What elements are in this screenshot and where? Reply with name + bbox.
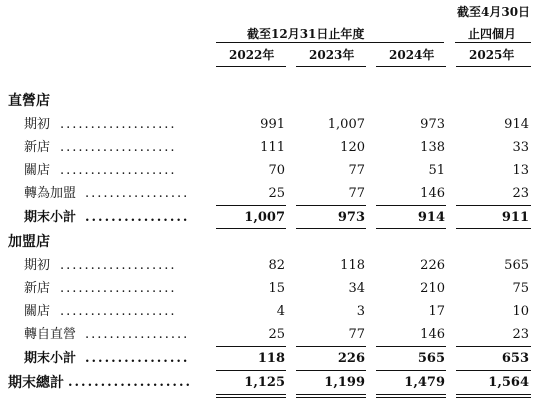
cell-2025: 23 bbox=[512, 327, 529, 342]
cell-2022: 118 bbox=[257, 351, 285, 366]
cell-2025: 75 bbox=[512, 281, 529, 296]
year-header-2025: 2025年 bbox=[469, 48, 515, 62]
row-label: 轉自直營 bbox=[24, 327, 77, 342]
leader-dots: ................... bbox=[60, 281, 177, 296]
cell-2024: 973 bbox=[420, 117, 445, 132]
cell-2024: 1,479 bbox=[404, 375, 445, 390]
cell-2023: 34 bbox=[348, 281, 365, 296]
cell-2023: 77 bbox=[348, 327, 365, 342]
leader-dots: ................ bbox=[85, 210, 190, 225]
year-group-header: 截至12月31日止年度 bbox=[247, 27, 365, 41]
leader-dots: ................. bbox=[85, 327, 190, 342]
subtotal-rule-2022 bbox=[216, 205, 286, 206]
total-rule-2022 bbox=[216, 370, 286, 371]
section-title-franchise: 加盟店 bbox=[8, 234, 50, 250]
header-rule-top-years bbox=[216, 42, 444, 43]
cell-2022: 15 bbox=[268, 281, 285, 296]
cell-2024: 565 bbox=[417, 351, 445, 366]
total-double-rule-2022-b bbox=[216, 397, 286, 398]
cell-2022: 1,007 bbox=[244, 210, 285, 225]
cell-2023: 226 bbox=[337, 351, 365, 366]
leader-dots: ................... bbox=[68, 375, 192, 390]
row-label: 期初 bbox=[24, 258, 51, 273]
cell-2024: 17 bbox=[428, 304, 445, 319]
total-double-rule-2023-b bbox=[296, 397, 366, 398]
year-header-2024: 2024年 bbox=[389, 48, 435, 62]
cell-2025: 33 bbox=[512, 140, 529, 155]
cell-2024: 210 bbox=[420, 281, 445, 296]
year-header-2022: 2022年 bbox=[229, 48, 275, 62]
row-label: 關店 bbox=[24, 163, 51, 178]
period-header-line2: 止四個月 bbox=[468, 27, 517, 41]
total-double-rule-2024-a bbox=[376, 394, 446, 395]
header-rule-2023 bbox=[296, 66, 366, 67]
header-rule-2022 bbox=[216, 66, 286, 67]
cell-2022: 82 bbox=[268, 258, 285, 273]
row-label: 新店 bbox=[24, 281, 51, 296]
cell-2024: 51 bbox=[428, 163, 445, 178]
cell-2023: 120 bbox=[340, 140, 365, 155]
row-label: 期初 bbox=[24, 117, 51, 132]
section-end-rule-2024 bbox=[376, 228, 446, 229]
total-rule-2025 bbox=[456, 370, 531, 371]
total-double-rule-2024-b bbox=[376, 397, 446, 398]
header-rule-2024 bbox=[376, 66, 446, 67]
cell-2024: 914 bbox=[417, 210, 445, 225]
cell-2024: 146 bbox=[420, 186, 445, 201]
cell-2024: 138 bbox=[420, 140, 445, 155]
cell-2022: 4 bbox=[276, 304, 285, 319]
leader-dots: ................... bbox=[60, 304, 177, 319]
leader-dots: ................... bbox=[60, 117, 177, 132]
period-header-line1: 截至4月30日 bbox=[457, 5, 531, 19]
header-rule-2025 bbox=[456, 66, 531, 67]
cell-2024: 146 bbox=[420, 327, 445, 342]
subtotal-rule-2024 bbox=[376, 346, 446, 347]
subtotal-rule-2023 bbox=[296, 205, 366, 206]
subtotal-rule-2024 bbox=[376, 205, 446, 206]
subtotal-rule-2023 bbox=[296, 346, 366, 347]
cell-2023: 973 bbox=[337, 210, 365, 225]
total-rule-2024 bbox=[376, 370, 446, 371]
subtotal-rule-2022 bbox=[216, 346, 286, 347]
section-title-direct: 直營店 bbox=[8, 93, 50, 109]
cell-2025: 1,564 bbox=[488, 375, 529, 390]
header-rule-top-period bbox=[455, 42, 531, 43]
leader-dots: ................. bbox=[85, 186, 190, 201]
cell-2022: 991 bbox=[260, 117, 285, 132]
cell-2023: 77 bbox=[348, 186, 365, 201]
cell-2025: 653 bbox=[501, 351, 529, 366]
subtotal-rule-2025 bbox=[456, 346, 531, 347]
total-double-rule-2025-b bbox=[456, 397, 531, 398]
cell-2022: 25 bbox=[268, 327, 285, 342]
cell-2022: 25 bbox=[268, 186, 285, 201]
cell-2022: 111 bbox=[260, 140, 285, 155]
cell-2025: 23 bbox=[512, 186, 529, 201]
total-double-rule-2025-a bbox=[456, 394, 531, 395]
cell-2022: 1,125 bbox=[244, 375, 285, 390]
cell-2025: 10 bbox=[512, 304, 529, 319]
row-label: 新店 bbox=[24, 140, 51, 155]
cell-2023: 1,007 bbox=[327, 117, 365, 132]
leader-dots: ................... bbox=[60, 163, 177, 178]
leader-dots: ................ bbox=[85, 351, 190, 366]
subtotal-label: 期末小計 bbox=[24, 210, 77, 225]
section-end-rule-2022 bbox=[216, 228, 286, 229]
row-label: 轉為加盟 bbox=[24, 186, 77, 201]
total-label: 期末總計 bbox=[8, 375, 64, 391]
section-end-rule-2025 bbox=[456, 228, 531, 229]
year-header-2023: 2023年 bbox=[309, 48, 355, 62]
cell-2025: 565 bbox=[504, 258, 529, 273]
cell-2025: 914 bbox=[504, 117, 529, 132]
cell-2025: 13 bbox=[512, 163, 529, 178]
section-end-rule-2023 bbox=[296, 228, 366, 229]
row-label: 關店 bbox=[24, 304, 51, 319]
total-double-rule-2022-a bbox=[216, 394, 286, 395]
total-double-rule-2023-a bbox=[296, 394, 366, 395]
cell-2023: 77 bbox=[348, 163, 365, 178]
cell-2022: 70 bbox=[268, 163, 285, 178]
total-rule-2023 bbox=[296, 370, 366, 371]
cell-2023: 3 bbox=[356, 304, 365, 319]
cell-2025: 911 bbox=[501, 210, 529, 225]
leader-dots: ................... bbox=[60, 140, 177, 155]
cell-2023: 1,199 bbox=[324, 375, 365, 390]
leader-dots: ................... bbox=[60, 258, 177, 273]
cell-2023: 118 bbox=[340, 258, 365, 273]
subtotal-label: 期末小計 bbox=[24, 351, 77, 366]
subtotal-rule-2025 bbox=[456, 205, 531, 206]
cell-2024: 226 bbox=[420, 258, 445, 273]
